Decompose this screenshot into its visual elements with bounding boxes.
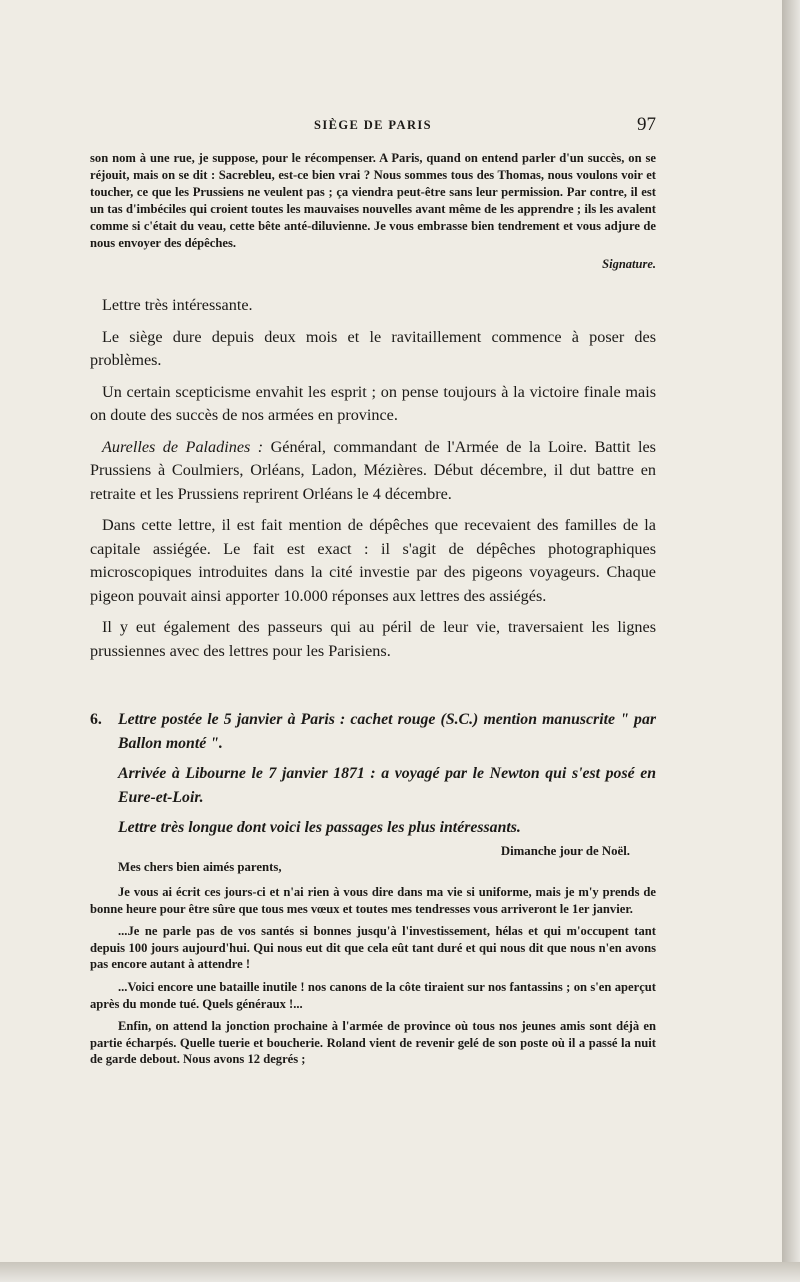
signature: Signature. xyxy=(602,257,656,271)
item-6-text xyxy=(118,708,656,840)
running-head xyxy=(90,114,656,138)
commentary-paragraph: Le siège dure depuis deux mois et le ravitaillement commence à poser des problèmes. xyxy=(90,327,656,369)
commentary-paragraph: Dans cette lettre, il est fait mention de dépêches que recevaient des familles de la capitale assiégée. Le fait est exact : il s'agit de dépêches photographiques microscopiques introduites dans la cité investie par des pigeons voyageurs. Chaque pigeon pouvait ainsi apporter 10.000 réponses aux lettres des assiégés. xyxy=(90,516,656,605)
letter-2-paragraph: ...Je ne parle pas de vos santés si bonnes jusqu'à l'investissement, hélas et qui m'occupent tant depuis 100 jours aujourd'hui. Qui nous eut dit que cela eût tant duré et qui nous dit que nous n'en avons pas encore autant à attendre ! xyxy=(90,924,656,972)
commentary-paragraph: Lettre très intéressante. xyxy=(102,296,253,314)
letter-2-paragraph: ...Voici encore une bataille inutile ! nos canons de la côte tiraient sur nos fantassins ; on s'en aperçut après du monde tué. Quels généraux !... xyxy=(90,979,656,1011)
aurelles-text: Général, commandant de l'Armée de la Loire. Battit les Prussiens à Coulmiers, Orléans, Ladon, Mézières. Début décembre, il dut battre en retraite et les Prussiens reprirent Orléans le 4 décembre. xyxy=(90,437,656,503)
letter-2-paragraph: Enfin, on attend la jonction prochaine à l'armée de province où tous nos jeunes amis sont déjà en partie écharpés. Quelle tuerie et boucherie. Roland vient de revenir gelé de son poste où il a passé la nuit de garde debout. Nous avons 12 degrés ; xyxy=(90,1019,656,1067)
commentary-paragraph: Un certain scepticisme envahit les esprit ; on pense toujours à la victoire finale mais on doute des succès de nos armées en province. xyxy=(90,382,656,424)
commentary xyxy=(90,294,656,663)
commentary-paragraph: Il y eut également des passeurs qui au péril de leur vie, traversaient les lignes prussiennes avec des lettres pour les Parisiens. xyxy=(90,618,656,660)
item-6-block xyxy=(90,708,656,840)
letter-2-body xyxy=(90,884,656,1074)
item-6-line: Arrivée à Libourne le 7 janvier 1871 : a voyagé par le Newton qui s'est posé en Eure-et-Loir. xyxy=(118,765,656,806)
letter-excerpt-text: son nom à une rue, je suppose, pour le récompenser. A Paris, quand on entend parler d'un succès, on se réjouit, mais on se dit : Sacrebleu, est-ce bien vrai ? Nous sommes tous des Thomas, nous voulons voir et toucher, ce que les Prussiens ne veulent pas ; ça viendra peut-être sans leur permission. Par contre, il est un tas d'imbéciles qui croient toutes les mauvaises nouvelles avant même de les apprendre ; ils les avalent comme si c'était du veau, cette bête anté-diluvienne. Je vous embrasse bien tendrement et vous adjure de nous envoyer des dépêches. xyxy=(90,151,656,250)
page-number: 97 xyxy=(637,114,656,135)
aurelles-paragraph xyxy=(90,436,656,507)
letter-date-line: Dimanche jour de Noël. xyxy=(500,844,630,858)
item-6-line: Lettre postée le 5 janvier à Paris : cachet rouge (S.C.) mention manuscrite " par Ballon monté ". xyxy=(118,711,656,752)
letter-excerpt-1 xyxy=(90,150,656,273)
item-6-number: 6. xyxy=(90,711,102,728)
page-bottom-edge xyxy=(0,1262,800,1282)
aurelles-name: Aurelles de Paladines : xyxy=(102,437,264,456)
page-edge xyxy=(782,0,800,1282)
letter-salutation: Mes chers bien aimés parents, xyxy=(118,860,282,874)
running-title: SIÈGE DE PARIS xyxy=(313,118,432,132)
letter-2-paragraph: Je vous ai écrit ces jours-ci et n'ai rien à vous dire dans ma vie si uniforme, mais je m'y prends de bonne heure pour être sûre que tous mes vœux et toutes mes tendresses vous arriveront le 1er janvier. xyxy=(90,885,656,916)
item-6-line: Lettre très longue dont voici les passages les plus intéressants. xyxy=(118,819,521,836)
